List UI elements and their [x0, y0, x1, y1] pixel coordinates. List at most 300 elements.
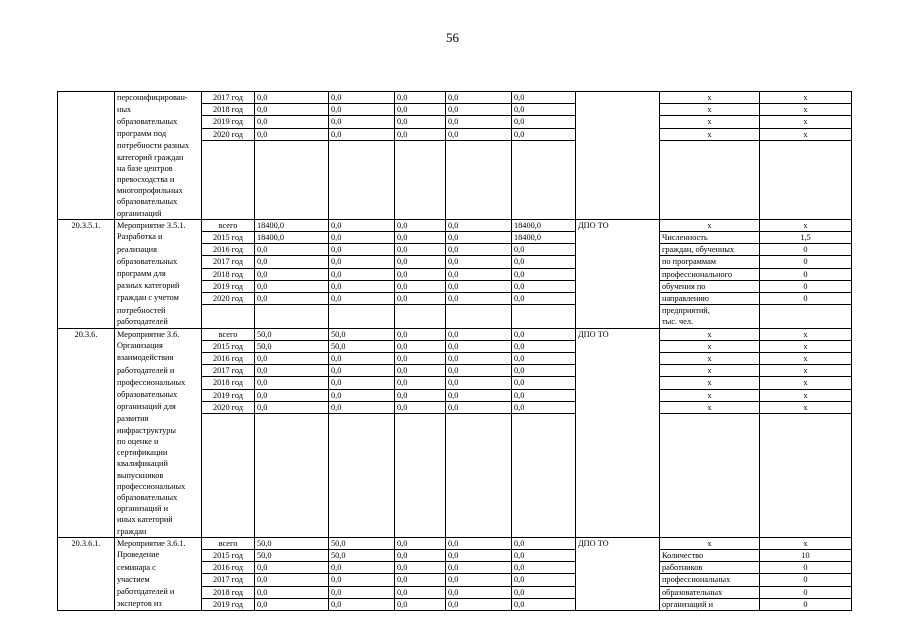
executor-cell [576, 174, 660, 185]
amount-cell-4: 0,0 [446, 340, 512, 352]
table-row [58, 365, 852, 377]
amount-cell-3: 0,0 [395, 128, 446, 140]
row-code [58, 280, 115, 292]
table-row [58, 598, 852, 610]
amount-cell-3: 0,0 [395, 562, 446, 574]
amount-cell-4: 0,0 [446, 598, 512, 610]
amount-cell-2: 50,0 [329, 537, 395, 549]
amount-cell-5 [512, 470, 576, 481]
indicator-cell: х [660, 389, 760, 401]
year-cell [202, 152, 255, 163]
indicator-cell [660, 526, 760, 538]
table-row [58, 352, 852, 364]
table-row [58, 92, 852, 104]
activity-name-line: Мероприятие 3.5.1. [115, 219, 202, 231]
amount-cell-4 [446, 436, 512, 447]
table-row [58, 116, 852, 128]
indicator-value-cell: х [760, 116, 852, 128]
row-code [58, 562, 115, 574]
indicator-value-cell: 0 [760, 256, 852, 268]
amount-cell-4: 0,0 [446, 549, 512, 561]
table-row [58, 185, 852, 196]
amount-cell-4 [446, 140, 512, 151]
activity-name-line: профессиональных [115, 377, 202, 389]
executor-cell [576, 425, 660, 436]
indicator-cell: х [660, 104, 760, 116]
row-code [58, 365, 115, 377]
amount-cell-3 [395, 140, 446, 151]
amount-cell-2 [329, 436, 395, 447]
amount-cell-3 [395, 436, 446, 447]
indicator-cell: х [660, 401, 760, 413]
indicator-cell: х [660, 365, 760, 377]
amount-cell-2: 50,0 [329, 340, 395, 352]
row-code [58, 256, 115, 268]
year-cell [202, 185, 255, 196]
year-cell [202, 481, 255, 492]
activity-name-line: иных категорий [115, 514, 202, 525]
amount-cell-5: 0,0 [512, 537, 576, 549]
executor-cell [576, 340, 660, 352]
indicator-value-cell [760, 425, 852, 436]
amount-cell-4: 0,0 [446, 537, 512, 549]
activity-name-line: работодателей и [115, 586, 202, 598]
amount-cell-2: 0,0 [329, 244, 395, 256]
row-code [58, 196, 115, 207]
amount-cell-4: 0,0 [446, 389, 512, 401]
amount-cell-4 [446, 196, 512, 207]
amount-cell-2: 0,0 [329, 280, 395, 292]
row-code [58, 316, 115, 328]
amount-cell-2: 0,0 [329, 365, 395, 377]
amount-cell-1: 0,0 [255, 389, 329, 401]
amount-cell-3 [395, 481, 446, 492]
activity-name-line: выпускников [115, 470, 202, 481]
amount-cell-1: 0,0 [255, 256, 329, 268]
activity-name-line: граждан [115, 526, 202, 538]
amount-cell-5 [512, 413, 576, 424]
executor-cell [576, 305, 660, 317]
amount-cell-5: 0,0 [512, 280, 576, 292]
amount-cell-5 [512, 526, 576, 538]
amount-cell-3: 0,0 [395, 586, 446, 598]
amount-cell-4 [446, 492, 512, 503]
amount-cell-4 [446, 413, 512, 424]
activity-name-line: превосходства и [115, 174, 202, 185]
amount-cell-4 [446, 425, 512, 436]
executor-cell [576, 256, 660, 268]
activity-name-line: Организация [115, 340, 202, 352]
amount-cell-1 [255, 447, 329, 458]
table-row [58, 503, 852, 514]
amount-cell-2: 0,0 [329, 574, 395, 586]
table-row [58, 436, 852, 447]
executor-cell: ДПО ТО [576, 219, 660, 231]
amount-cell-4 [446, 174, 512, 185]
year-cell [202, 425, 255, 436]
amount-cell-4: 0,0 [446, 116, 512, 128]
indicator-cell: х [660, 92, 760, 104]
amount-cell-3 [395, 185, 446, 196]
indicator-cell [660, 174, 760, 185]
indicator-cell: работников [660, 562, 760, 574]
indicator-cell: х [660, 128, 760, 140]
year-cell: 2017 год [202, 256, 255, 268]
amount-cell-4: 0,0 [446, 231, 512, 243]
amount-cell-1: 0,0 [255, 116, 329, 128]
amount-cell-3: 0,0 [395, 280, 446, 292]
amount-cell-1: 0,0 [255, 586, 329, 598]
amount-cell-2 [329, 196, 395, 207]
table-row [58, 163, 852, 174]
year-cell: 2020 год [202, 128, 255, 140]
row-code [58, 140, 115, 151]
amount-cell-1: 0,0 [255, 401, 329, 413]
amount-cell-5: 0,0 [512, 574, 576, 586]
amount-cell-5: 0,0 [512, 562, 576, 574]
indicator-value-cell [760, 413, 852, 424]
amount-cell-2 [329, 514, 395, 525]
amount-cell-5: 0,0 [512, 116, 576, 128]
table-row [58, 526, 852, 538]
year-cell: 2018 год [202, 104, 255, 116]
amount-cell-1: 50,0 [255, 340, 329, 352]
executor-cell [576, 316, 660, 328]
amount-cell-1 [255, 305, 329, 317]
activity-name-line: ных [115, 104, 202, 116]
amount-cell-1: 0,0 [255, 562, 329, 574]
table-row [58, 219, 852, 231]
table-row [58, 196, 852, 207]
executor-cell [576, 116, 660, 128]
amount-cell-1: 0,0 [255, 598, 329, 610]
amount-cell-1: 0,0 [255, 128, 329, 140]
indicator-value-cell [760, 152, 852, 163]
activity-name-line: экспертов из [115, 598, 202, 610]
amount-cell-2 [329, 458, 395, 469]
indicator-cell: обучения по [660, 280, 760, 292]
amount-cell-5: 0,0 [512, 128, 576, 140]
indicator-value-cell [760, 436, 852, 447]
executor-cell [576, 280, 660, 292]
indicator-cell: направлению [660, 292, 760, 304]
indicator-cell: профессионального [660, 268, 760, 280]
year-cell [202, 470, 255, 481]
row-code [58, 514, 115, 525]
executor-cell [576, 562, 660, 574]
amount-cell-2: 0,0 [329, 401, 395, 413]
indicator-cell: граждан, обученных [660, 244, 760, 256]
amount-cell-1 [255, 470, 329, 481]
amount-cell-5: 18400,0 [512, 231, 576, 243]
row-code [58, 574, 115, 586]
amount-cell-3: 0,0 [395, 365, 446, 377]
table-row [58, 256, 852, 268]
activity-name-line: образовательных [115, 492, 202, 503]
year-cell: всего [202, 537, 255, 549]
activity-name-line: потребностей [115, 305, 202, 317]
year-cell [202, 196, 255, 207]
amount-cell-4 [446, 305, 512, 317]
amount-cell-4: 0,0 [446, 328, 512, 340]
row-code: 20.3.6. [58, 328, 115, 340]
amount-cell-5: 0,0 [512, 268, 576, 280]
amount-cell-1 [255, 152, 329, 163]
indicator-value-cell [760, 458, 852, 469]
table-row [58, 268, 852, 280]
year-cell: 2017 год [202, 365, 255, 377]
amount-cell-3 [395, 447, 446, 458]
amount-cell-3: 0,0 [395, 574, 446, 586]
amount-cell-2: 0,0 [329, 128, 395, 140]
indicator-cell: Численность [660, 231, 760, 243]
amount-cell-1 [255, 174, 329, 185]
amount-cell-2 [329, 305, 395, 317]
amount-cell-2 [329, 152, 395, 163]
table-row [58, 514, 852, 525]
amount-cell-5 [512, 514, 576, 525]
indicator-cell: х [660, 537, 760, 549]
activity-name-line: развития [115, 413, 202, 424]
activity-name-line: Разработка и [115, 231, 202, 243]
activity-name-line: организаций для [115, 401, 202, 413]
indicator-value-cell: х [760, 328, 852, 340]
amount-cell-3: 0,0 [395, 92, 446, 104]
amount-cell-3 [395, 208, 446, 220]
year-cell: 2019 год [202, 598, 255, 610]
row-code [58, 481, 115, 492]
indicator-cell [660, 208, 760, 220]
amount-cell-2: 0,0 [329, 256, 395, 268]
amount-cell-4: 0,0 [446, 256, 512, 268]
indicator-value-cell [760, 140, 852, 151]
amount-cell-4 [446, 447, 512, 458]
amount-cell-1: 0,0 [255, 104, 329, 116]
executor-cell [576, 92, 660, 104]
amount-cell-5: 0,0 [512, 256, 576, 268]
amount-cell-5 [512, 208, 576, 220]
amount-cell-4: 0,0 [446, 586, 512, 598]
amount-cell-3 [395, 470, 446, 481]
amount-cell-3 [395, 152, 446, 163]
amount-cell-3 [395, 514, 446, 525]
program-table [57, 91, 852, 611]
indicator-value-cell: х [760, 92, 852, 104]
amount-cell-5 [512, 458, 576, 469]
row-code [58, 268, 115, 280]
amount-cell-5 [512, 163, 576, 174]
amount-cell-4 [446, 514, 512, 525]
activity-name-line: образовательных [115, 196, 202, 207]
indicator-value-cell [760, 470, 852, 481]
activity-name-line: Мероприятие 3.6.1. [115, 537, 202, 549]
executor-cell [576, 196, 660, 207]
indicator-cell: организаций и [660, 598, 760, 610]
year-cell: 2016 год [202, 562, 255, 574]
row-code [58, 470, 115, 481]
year-cell [202, 503, 255, 514]
amount-cell-3: 0,0 [395, 352, 446, 364]
amount-cell-2: 50,0 [329, 328, 395, 340]
amount-cell-5: 0,0 [512, 549, 576, 561]
amount-cell-5 [512, 174, 576, 185]
year-cell: 2015 год [202, 340, 255, 352]
amount-cell-4: 0,0 [446, 244, 512, 256]
table-row [58, 316, 852, 328]
table-row [58, 328, 852, 340]
activity-name-line: потребности разных [115, 140, 202, 151]
row-code [58, 92, 115, 104]
year-cell: 2018 год [202, 586, 255, 598]
amount-cell-3: 0,0 [395, 256, 446, 268]
table-row [58, 401, 852, 413]
amount-cell-5: 0,0 [512, 244, 576, 256]
activity-name-line: персонифицирован- [115, 92, 202, 104]
activity-name-line: квалификаций [115, 458, 202, 469]
amount-cell-3: 0,0 [395, 401, 446, 413]
amount-cell-3 [395, 163, 446, 174]
amount-cell-2: 0,0 [329, 231, 395, 243]
year-cell: 2016 год [202, 244, 255, 256]
year-cell: 2016 год [202, 352, 255, 364]
table-row [58, 481, 852, 492]
year-cell [202, 140, 255, 151]
indicator-cell [660, 481, 760, 492]
amount-cell-2: 0,0 [329, 292, 395, 304]
amount-cell-2: 0,0 [329, 352, 395, 364]
table-row [58, 549, 852, 561]
amount-cell-5 [512, 140, 576, 151]
indicator-value-cell: 0 [760, 586, 852, 598]
amount-cell-3 [395, 305, 446, 317]
amount-cell-2: 0,0 [329, 116, 395, 128]
indicator-cell: образовательных [660, 586, 760, 598]
activity-name-line: программ для [115, 268, 202, 280]
indicator-value-cell: х [760, 365, 852, 377]
amount-cell-1 [255, 185, 329, 196]
amount-cell-1: 18400,0 [255, 231, 329, 243]
activity-name-line: разных категорий [115, 280, 202, 292]
amount-cell-5: 0,0 [512, 328, 576, 340]
amount-cell-1: 0,0 [255, 92, 329, 104]
indicator-cell [660, 425, 760, 436]
amount-cell-2 [329, 470, 395, 481]
table-row [58, 128, 852, 140]
amount-cell-1 [255, 316, 329, 328]
indicator-value-cell: 0 [760, 598, 852, 610]
amount-cell-4 [446, 458, 512, 469]
amount-cell-5 [512, 447, 576, 458]
row-code [58, 503, 115, 514]
amount-cell-4: 0,0 [446, 268, 512, 280]
table-row [58, 377, 852, 389]
indicator-value-cell: 10 [760, 549, 852, 561]
year-cell [202, 305, 255, 317]
amount-cell-1: 0,0 [255, 352, 329, 364]
executor-cell [576, 365, 660, 377]
amount-cell-2 [329, 163, 395, 174]
activity-name-line: профессиональных [115, 481, 202, 492]
executor-cell [576, 503, 660, 514]
indicator-value-cell [760, 526, 852, 538]
indicator-value-cell [760, 185, 852, 196]
amount-cell-1: 0,0 [255, 292, 329, 304]
year-cell [202, 436, 255, 447]
table-row [58, 208, 852, 220]
row-code [58, 401, 115, 413]
amount-cell-3: 0,0 [395, 328, 446, 340]
year-cell [202, 316, 255, 328]
indicator-value-cell: 0 [760, 244, 852, 256]
activity-name-line: многопрофильных [115, 185, 202, 196]
indicator-value-cell: 0 [760, 574, 852, 586]
executor-cell [576, 292, 660, 304]
amount-cell-2 [329, 316, 395, 328]
amount-cell-1: 0,0 [255, 377, 329, 389]
year-cell: 2019 год [202, 280, 255, 292]
amount-cell-1: 0,0 [255, 280, 329, 292]
row-code [58, 447, 115, 458]
amount-cell-5: 0,0 [512, 586, 576, 598]
indicator-value-cell: х [760, 219, 852, 231]
indicator-cell [660, 470, 760, 481]
year-cell [202, 492, 255, 503]
amount-cell-1: 50,0 [255, 549, 329, 561]
executor-cell [576, 492, 660, 503]
indicator-value-cell [760, 316, 852, 328]
amount-cell-5: 0,0 [512, 401, 576, 413]
amount-cell-1: 0,0 [255, 365, 329, 377]
indicator-cell: по программам [660, 256, 760, 268]
amount-cell-5 [512, 316, 576, 328]
amount-cell-2: 50,0 [329, 549, 395, 561]
amount-cell-3: 0,0 [395, 104, 446, 116]
amount-cell-1 [255, 526, 329, 538]
indicator-value-cell: х [760, 352, 852, 364]
page-number: 56 [446, 30, 459, 45]
row-code [58, 377, 115, 389]
amount-cell-2 [329, 413, 395, 424]
amount-cell-5: 0,0 [512, 104, 576, 116]
row-code [58, 185, 115, 196]
indicator-cell [660, 152, 760, 163]
row-code [58, 152, 115, 163]
amount-cell-2 [329, 526, 395, 538]
amount-cell-3: 0,0 [395, 219, 446, 231]
amount-cell-5 [512, 185, 576, 196]
executor-cell [576, 470, 660, 481]
amount-cell-1 [255, 413, 329, 424]
amount-cell-2 [329, 425, 395, 436]
amount-cell-3: 0,0 [395, 377, 446, 389]
amount-cell-5: 0,0 [512, 377, 576, 389]
activity-name-line: сертификации [115, 447, 202, 458]
executor-cell [576, 598, 660, 610]
table-row [58, 492, 852, 503]
row-code [58, 292, 115, 304]
table-row [58, 562, 852, 574]
year-cell [202, 447, 255, 458]
amount-cell-2 [329, 492, 395, 503]
table-row [58, 280, 852, 292]
amount-cell-1: 0,0 [255, 268, 329, 280]
executor-cell [576, 140, 660, 151]
amount-cell-3 [395, 492, 446, 503]
amount-cell-2 [329, 481, 395, 492]
executor-cell [576, 352, 660, 364]
amount-cell-1 [255, 503, 329, 514]
amount-cell-4: 0,0 [446, 92, 512, 104]
